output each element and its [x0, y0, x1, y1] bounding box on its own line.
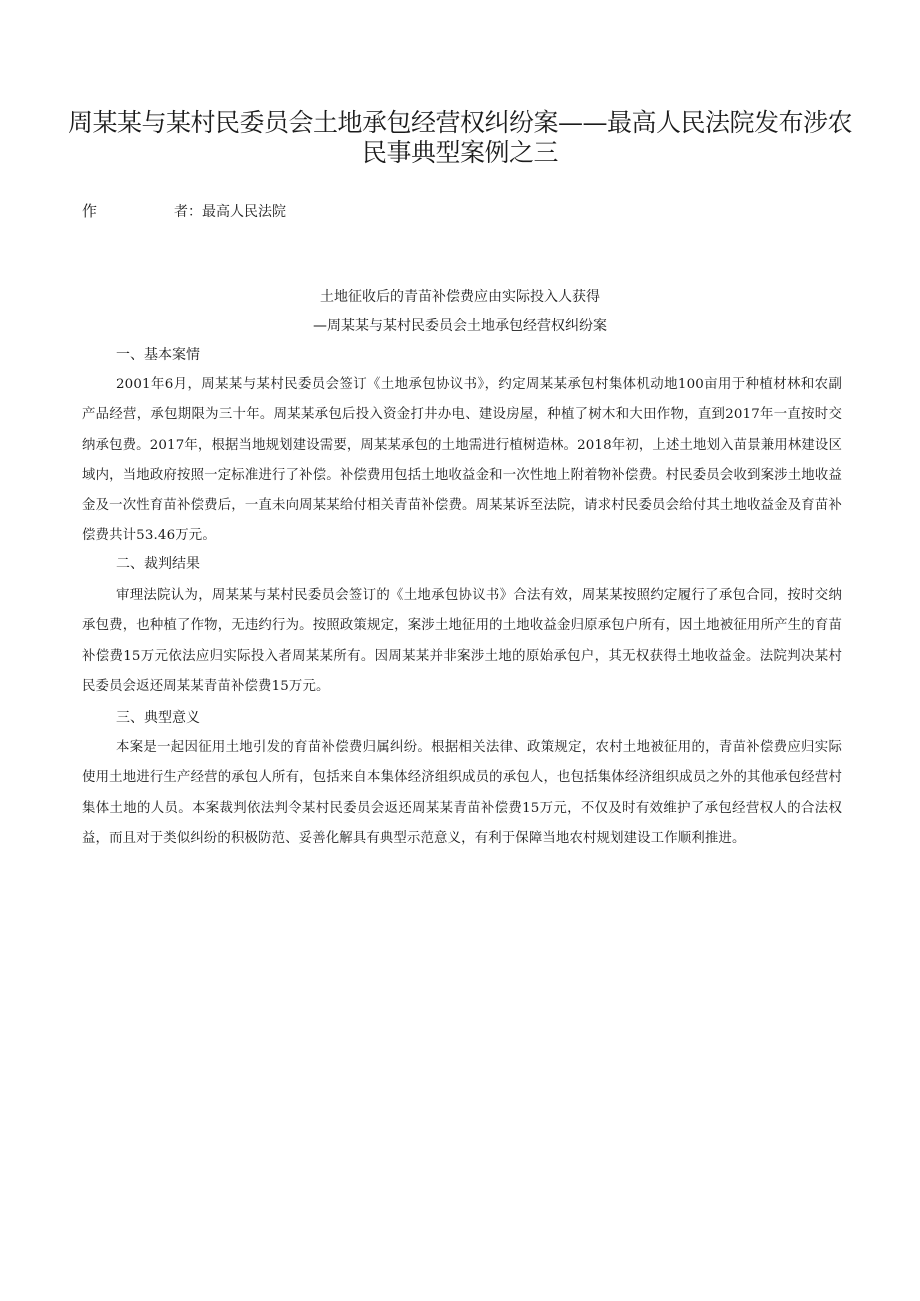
document-title: 周某某与某村民委员会土地承包经营权纠纷案——最高人民法院发布涉农民事典型案例之三 [67, 108, 852, 167]
section-heading-significance: 三、典型意义 [116, 710, 200, 726]
subtitle-main: 土地征收后的青苗补偿费应由实际投入人获得 [320, 289, 600, 305]
author-line [82, 200, 286, 223]
section-body-significance: 本案是一起因征用土地引发的育苗补偿费归属纠纷。根据相关法律、政策规定，农村土地被征用的，青苗补偿费应归实际使用土地进行生产经营的承包人所有，包括来自本集体经济组织成员的承包人，也包括集体经济组织成员之外的其他承包经营村集体土地的人员。本案裁判依法判令某村民委员会返还周某某青苗补偿费15万元，不仅及时有效维护了承包经营权人的合法权益，而且对于类似纠纷的积极防范、妥善化解具有典型示范意义，有利于保障当地农村规划建设工作顺利推进。 [82, 740, 842, 846]
section-body-judgment: 审理法院认为，周某某与某村民委员会签订的《土地承包协议书》合法有效，周某某按照约定履行了承包合同，按时交纳承包费，也种植了作物，无违约行为。按照政策规定，案涉土地征用的土地收益金归原承包户所有，因土地被征用所产生的育苗补偿费15万元依法应归实际投入者周某某所有。因周某某并非案涉土地的原始承包户，其无权获得土地收益金。法院判决某村民委员会返还周某某青苗补偿费15万元。 [82, 588, 842, 694]
section-heading-basic-facts: 一、基本案情 [116, 347, 200, 363]
subtitle-case: —周某某与某村民委员会土地承包经营权纠纷案 [313, 318, 607, 334]
section-body-basic-facts: 2001年6月，周某某与某村民委员会签订《土地承包协议书》，约定周某某承包村集体机动地100亩用于种植材林和农副产品经营，承包期限为三十年。周某某承包后投入资金打井办电、建设房屋，种植了树木和大田作物，直到2017年一直按时交纳承包费。2017年，根据当地规划建设需要，周某某承包的土地需进行植树造林。2018年初，上述土地划入苗景兼用林建设区域内，当地政府按照一定标准进行了补偿。补偿费用包括土地收益金和一次性地上附着物补偿费。村民委员会收到案涉土地收益金及一次性育苗补偿费后，一直未向周某某给付相关青苗补偿费。周某某诉至法院，请求村民委员会给付其土地收益金及育苗补偿费共计53.46万元。 [82, 377, 842, 544]
author-label-b: 者： [174, 204, 202, 220]
section-heading-judgment: 二、裁判结果 [116, 556, 200, 572]
author-name: 最高人民法院 [202, 204, 286, 220]
author-label-a: 作 [82, 202, 98, 220]
